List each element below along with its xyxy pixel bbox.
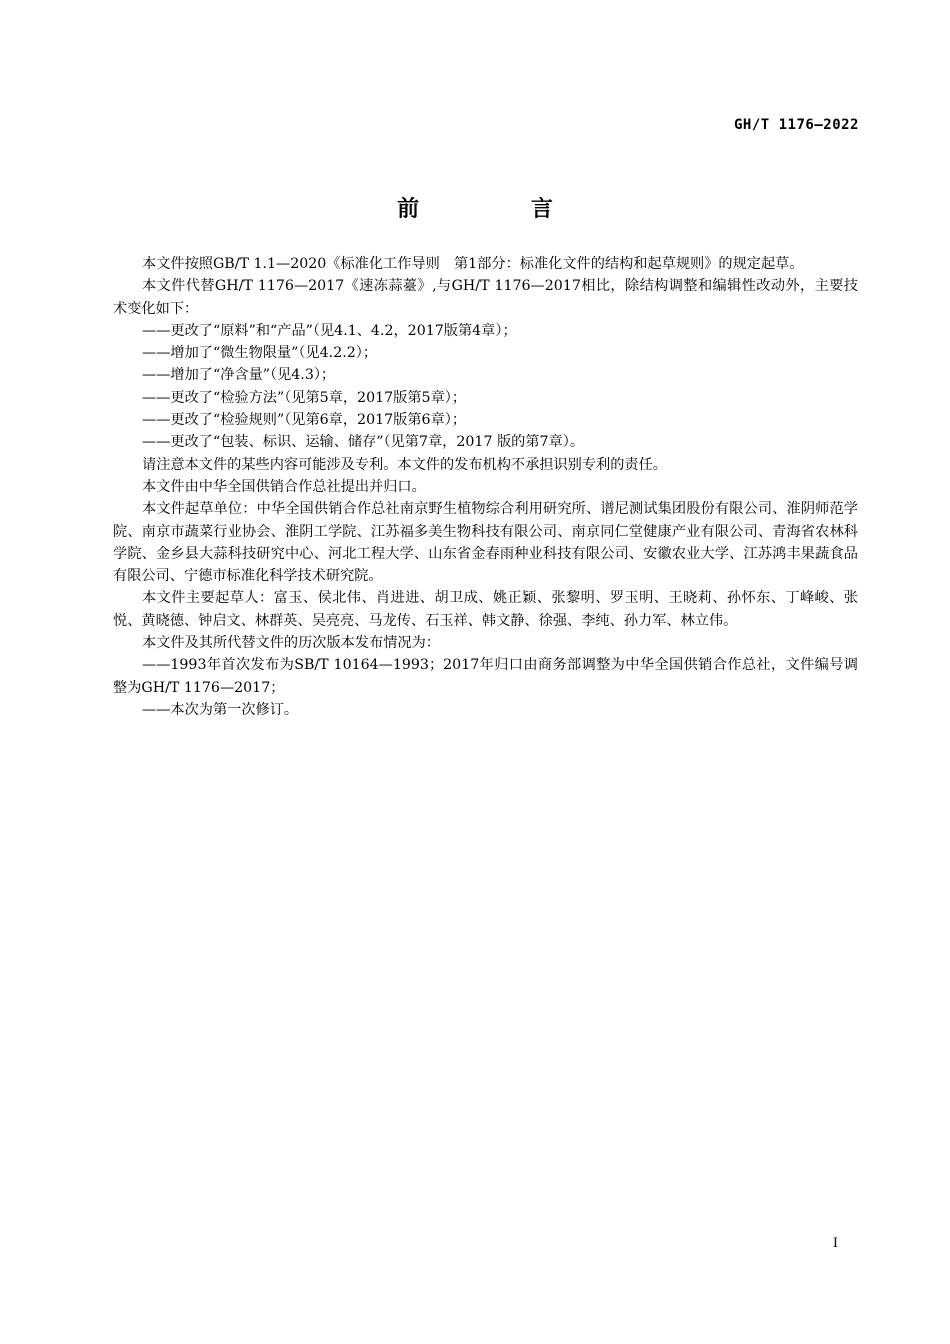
paragraph: 本文件及其所代替文件的历次版本发布情况为： [142, 635, 440, 652]
list-item: ——本次为第一次修订。 [142, 701, 299, 718]
paragraph: 请注意本文件的某些内容可能涉及专利。本文件的发布机构不承担识别专利的责任。 [142, 456, 667, 473]
list-item: ——更改了“原料”和“产品”（见4.1、4.2，2017版第4章）； [142, 322, 517, 339]
paragraph: 本文件起草单位：中华全国供销合作总社南京野生植物综合利用研究所、谱尼测试集团股份有限公司、淮阴师范学院、南京市蔬菜行业协会、淮阴工学院、江苏福多美生物科技有限公司、南京同仁堂健康产业有限公司、青海省农林科学院、金乡县大蒜科技研究中心、河北工程大学、山东省金春雨种业科技有限公司、安徽农业大学、江苏鸿丰果蔬食品有限公司、宁德市标准化科学技术研究院。 [113, 501, 858, 585]
paragraph: 本文件代替GH/T 1176—2017《速冻蒜薹》,与GH/T 1176—2017相比，除结构调整和编辑性改动外，主要技术变化如下： [113, 278, 858, 317]
paragraph: 本文件主要起草人：富玉、侯北伟、肖进进、胡卫成、姚正颖、张黎明、罗玉明、王晓莉、孙怀东、丁峰峻、张悦、黄晓德、钟启文、林群英、吴亮亮、马龙传、石玉祥、韩文静、徐强、李纯、孙力军、林立伟。 [113, 590, 858, 629]
list-item: ——更改了“包装、标识、运输、储存”（见第7章，2017 版的第7章）。 [142, 434, 585, 451]
list-item: ——增加了“微生物限量”（见4.2.2）； [142, 345, 378, 362]
page-number: I [832, 1236, 838, 1251]
standard-code: GH/T 1176—2022 [733, 117, 859, 133]
list-item: ——更改了“检验规则”（见第6章，2017版第6章）； [142, 412, 467, 429]
paragraph: 本文件由中华全国供销合作总社提出并归口。 [142, 478, 426, 495]
list-item: ——更改了“检验方法”（见第5章，2017版第5章）； [142, 389, 467, 406]
foreword-body [113, 253, 858, 721]
page-title: 前 言 [397, 197, 605, 222]
list-item: ——增加了“净含量”（见4.3）； [142, 367, 336, 384]
list-item: ——1993年首次发布为SB/T 10164—1993；2017年归口由商务部调整为中华全国供销合作总社，文件编号调整为GH/T 1176—2017； [113, 657, 858, 696]
paragraph: 本文件按照GB/T 1.1—2020《标准化工作导则 第1部分：标准化文件的结构和起草规则》的规定起草。 [142, 256, 804, 272]
